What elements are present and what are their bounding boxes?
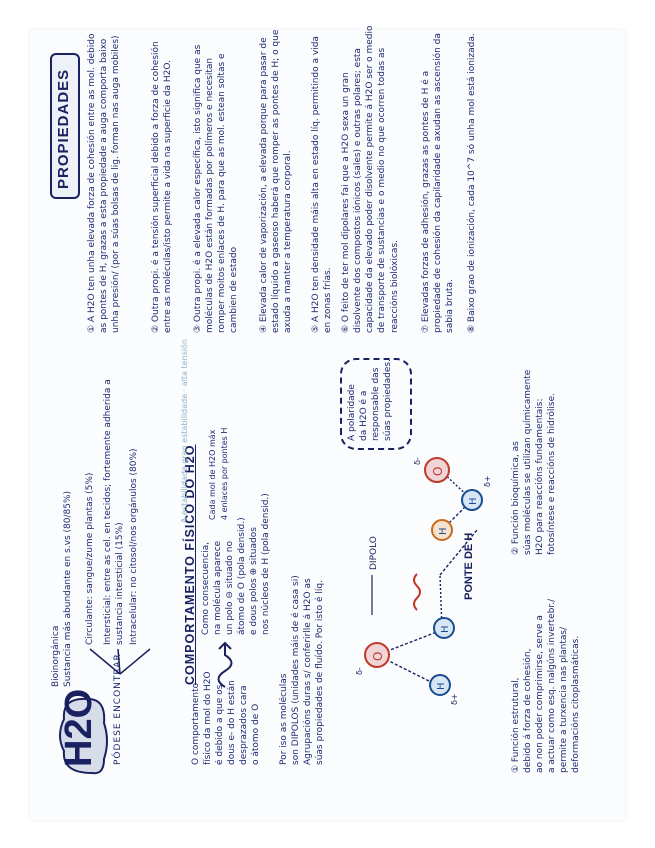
oxygen-label-1: O: [371, 651, 385, 661]
oxygen-label-2: O: [431, 466, 445, 476]
cada-mol-0: Cada mol de H2O máx: [208, 429, 217, 520]
propiedade-5: ⑤ A H2O ten densidade máis alta en estado líq. permitindo a vida en zonas frías.: [311, 36, 334, 333]
funcion-bioquimica-3: fotosíntese e reaccións de hidrólise.: [547, 393, 557, 555]
polaridade-3: súas propiedades.: [383, 359, 393, 441]
funcion-estrutural-0: ① Función estrutural,: [511, 677, 521, 773]
bracket-arrows: [80, 639, 160, 679]
consecuencia-5: nos núcleos de H (pola densid.): [261, 493, 271, 635]
funcion-bioquimica-0: ② Función bioquímica, as: [511, 441, 521, 555]
podese-label: PÓDESE ENCONTRAR: [113, 653, 123, 765]
consecuencia-3: átomo de O (pola densid.): [237, 517, 247, 635]
polaridade-2: responsable das: [371, 367, 381, 441]
water-molecule-diagram: [332, 445, 502, 725]
funcion-estrutural-4: permite a turxencia nas plantas/: [559, 626, 569, 773]
cada-mol-1: 4 enlaces por pontes H: [220, 427, 229, 520]
polaridade-1: da H2O é a: [359, 390, 369, 441]
polaridade-0: A polaridade: [347, 384, 357, 441]
title: H2O: [58, 688, 100, 767]
dipolos-1: son DIPOLOS (unidades máis de é casa si): [291, 575, 301, 765]
rotated-notes: [40, 15, 615, 785]
hydrogen-label-4: H: [468, 497, 479, 505]
propiedade-7: ⑦ Elevadas forzas de adhesión, grazas as pontes de H é a propiedade de cohesión da capilaridade e axudan as ascensión da sabia bruta.: [421, 33, 456, 333]
funcion-bioquimica-1: súas moléculas se utilizan químicamente: [523, 369, 533, 555]
consecuencia-4: e dous polos ⊕ situados: [249, 527, 259, 635]
dipolos-3: súas propiedades de fluído. Por isto é líq.: [315, 580, 325, 765]
propiedade-8: ⑧ Baixo grao de ionización, cada 10^7 só unha mol está ionizada.: [467, 33, 477, 333]
squiggle-arrow: [210, 639, 240, 689]
funcion-estrutural-1: debido á forza de cohesión,: [523, 648, 533, 773]
charge-neg-2: δ-: [413, 457, 422, 465]
charge-pos-2: δ+: [483, 475, 492, 487]
funcion-estrutural-5: deformacións citoplasmáticas.: [571, 635, 581, 773]
comportamento-body-4: desprazados cara: [239, 685, 249, 765]
hydrogen-label-2: H: [440, 625, 451, 633]
dipolos-0: Por iso as moléculas: [279, 673, 289, 765]
comportamento-heading: COMPORTAMENTO FÍSICO DO H2O: [183, 444, 197, 685]
charge-neg-1: δ-: [355, 667, 364, 675]
consecuencia-2: un polo ⊖ situado no: [225, 541, 235, 635]
comportamento-body-3: dous e- do H están: [227, 680, 237, 765]
propiedade-3: ③ Outra propi. é a elevada calor específica, isto significa que as moléculas de H2O están formadas por polímeros e necesitan romper moitos enlaces de H. para que as mol. estean soltas e cambien de estado: [193, 44, 240, 333]
location-intracelular: Intracelular: no citosol/nos orgánulos (80%): [129, 448, 139, 645]
comportamento-body-2: é debido a que os: [215, 684, 225, 765]
hydrogen-label-1: H: [436, 682, 447, 690]
propiedade-1: ① A H2O ten unha elevada forza de cohesión entre as mol. debido as pontes de H, grazas a esta propiedade a auga comporta baixo unha presión/ (por a súas bolsas de lig. forman nas auga mobiles): [87, 33, 122, 333]
hydrogen-bond-wave: [414, 574, 420, 610]
estabilidade-note: A estabilidade gran estabilidade · alta tensión: [180, 339, 189, 523]
comportamento-body-0: O comportamento: [191, 682, 201, 765]
charge-pos-1: δ+: [450, 693, 459, 705]
intro-line-2: Sustancia más abundante en s.vs (80/85%): [63, 490, 73, 687]
ponte-de-h-label: PONTE DE H: [463, 532, 475, 600]
comportamento-body-5: o átomo de O: [251, 703, 261, 765]
funcion-estrutural-3: a actuar como esq. nalgúns invertebr./: [547, 598, 557, 773]
dipolo-label: DIPOLO: [369, 536, 379, 570]
funcion-estrutural-2: ao non poder comprimirse, serve a: [535, 615, 545, 773]
consecuencia-1: na molécula aparece: [213, 540, 223, 635]
hydrogen-label-3: H: [438, 527, 449, 535]
consecuencia-0: Como consecuencia,: [201, 541, 211, 635]
propiedades-heading: PROPIEDADES: [55, 68, 72, 189]
comportamento-body-1: físico da mol do H2O: [203, 671, 213, 765]
location-intersticial: Intersticial: entre as cel. en tecidos; fortemente adherida a sustancia intersticial (15%): [103, 379, 126, 645]
propiedade-4: ④ Elevada calor de vaporización, a elevada porque para pasar de estado líquido a gaseoso haberá que romper as pontes de H; o que axuda a manter a temperatura corporal.: [259, 29, 294, 333]
intro-line-1: Bioinorgánica: [51, 625, 61, 687]
notebook-page: [30, 25, 625, 820]
dipolos-2: Agrupacións duras s/ conferirlle á H2O as: [303, 578, 313, 765]
propiedade-2: ② Outra propi. é a tensión superficial debido a forza de cohesión entre as moléculas/isto permite a vida na superficie da H2O.: [151, 41, 174, 333]
location-circulante: Circulante: sangue/zume plantas (5%): [85, 472, 95, 645]
propiedade-6: ⑥ O feito de ter mol dipolares fai que a H2O sexa un gran disolvente dos compostos iónicos (sales) e outras polares; esta capacidade da elevado poder disolvente permite á H2O ser o medio de transporte de sustancias e o medio no que ocorren todas as reaccións biolóxicas.: [341, 25, 400, 333]
funcion-bioquimica-2: H2O para reaccións fundamentais:: [535, 398, 545, 555]
